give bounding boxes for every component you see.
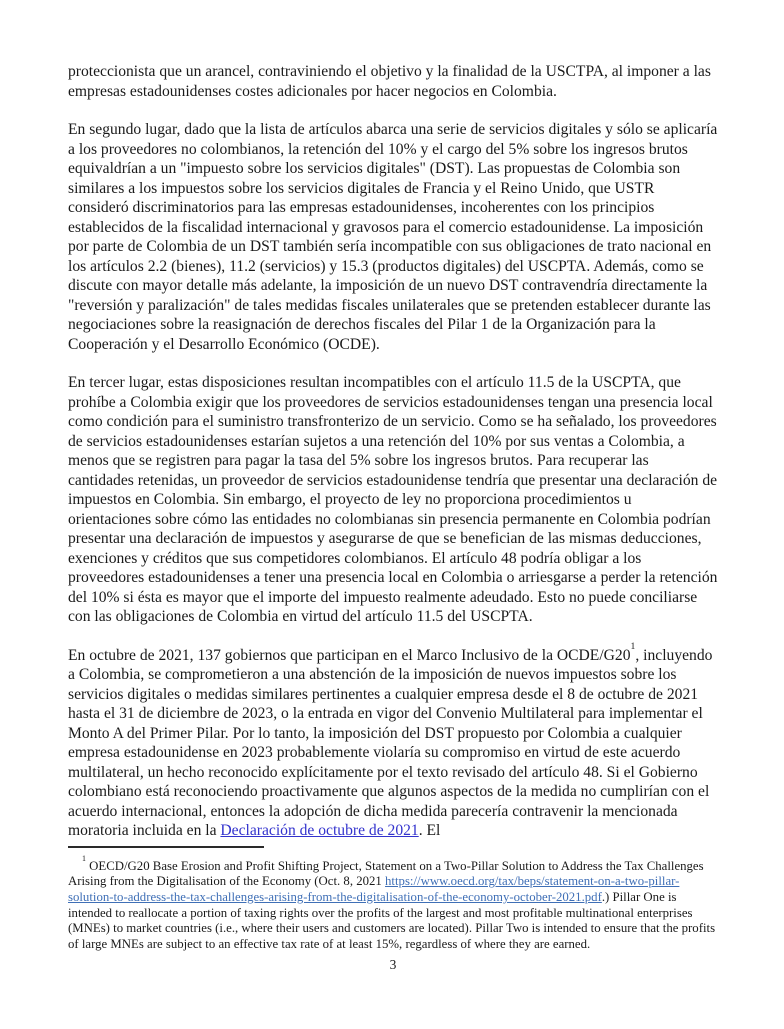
paragraph-4-text-start: En octubre de 2021, 137 gobiernos que participan en el Marco Inclusivo de la OCDE/G20 <box>68 646 631 664</box>
oecd-statement-pdf-link[interactable]: https://www.oecd.org/tax/beps/statement-on-a-two-pillar-solution-to-address-the-tax-challenges-arising-from-the-digitalisation-of-the-economy-october-2021.pdf <box>68 874 680 904</box>
footnote-1 <box>68 853 716 953</box>
paragraph-2: En segundo lugar, dado que la lista de artículos abarca una serie de servicios digitales y sólo se aplicaría a los proveedores no colombianos, la retención del 10% y el cargo del 5% sobre los ingresos brutos equivaldrían a un "impuesto sobre los servicios digitales" (DST). Las propuestas de Colombia son similares a los impuestos sobre los servicios digitales de Francia y el Reino Unido, que USTR consideró discriminatorios para las empresas estadounidenses, incoherentes con los principios establecidos de la fiscalidad internacional y gravosos para el comercio estadounidense. La imposición por parte de Colombia de un DST también sería incompatible con sus obligaciones de trato nacional en los artículos 2.2 (bienes), 11.2 (servicios) y 15.3 (productos digitales) del USCPTA. Además, como se discute con mayor detalle más adelante, la imposición de un nuevo DST contravendría directamente la "reversión y paralización" de tales medidas fiscales unilaterales que se pretenden establecer durante las negociaciones sobre la reasignación de derechos fiscales del Pilar 1 de la Organización para la Cooperación y el Desarrollo Económico (OCDE). <box>68 121 718 353</box>
paragraph-3: En tercer lugar, estas disposiciones resultan incompatibles con el artículo 11.5 de la USCPTA, que prohíbe a Colombia exigir que los proveedores de servicios estadounidenses tengan una presencia local como condición para el suministro transfronterizo de un servicio. Como se ha señalado, los proveedores de servicios estadounidenses estarían sujetos a una retención del 10% por sus ventas a Colombia, a menos que se registren para pagar la tasa del 5% sobre los ingresos brutos. Para recuperar las cantidades retenidas, un proveedor de servicios estadounidense tendría que presentar una declaración de impuestos en Colombia. Sin embargo, el proyecto de ley no proporciona procedimientos u orientaciones sobre cómo las entidades no colombianas sin presencia permanente en Colombia podrían presentar una declaración de impuestos y asegurarse de que se benefician de las mismas deducciones, exenciones y créditos que sus competidores colombianos. El artículo 48 podría obligar a los proveedores estadounidenses a tener una presencia local en Colombia o arriesgarse a perder la retención del 10% si ésta es mayor que el importe del impuesto realmente adeudado. Esto no puede conciliarse con las obligaciones de Colombia en virtud del artículo 11.5 del USCPTA. <box>68 374 718 625</box>
footnote-number: 1 <box>82 853 86 863</box>
paragraph-4-text-middle: , incluyendo a Colombia, se comprometieron a una abstención de la imposición de nuevos impuestos sobre los servicios digitales o medidas similares pertinentes a cualquier empresa desde el 8 de octubre de 2021 hasta el 31 de diciembre de 2023, o la entrada en vigor del Convenio Multilateral para implementar el Monto A del Primer Pilar. Por lo tanto, la imposición del DST propuesto por Colombia a cualquier empresa estadounidense en 2023 probablemente violaría su compromiso en virtud de este acuerdo multilateral, un hecho reconocido explícitamente por el texto revisado del artículo 48. Si el Gobierno colombiano está reconociendo proactivamente que algunos aspectos de la medida no cumplirían con el acuerdo internacional, entonces la adopción de dicha medida parecería contravenir la mencionada moratoria incluida en la <box>68 646 713 839</box>
declaration-october-2021-link[interactable]: Declaración de octubre de 2021 <box>220 822 419 839</box>
paragraph-4 <box>68 640 718 841</box>
footnote-text-end: .) Pillar One is intended to reallocate a portion of taxing rights over the profits of the largest and most profitable multinational enterprises (MNEs) to market countries (i.e., where their users and customers are located). Pillar Two is intended to ensure that the profits of large MNEs are subject to an effective tax rate of at least 15%, regardless of where they are earned. <box>68 889 716 952</box>
paragraph-1: proteccionista que un arancel, contraviniendo el objetivo y la finalidad de la USCTPA, al imponer a las empresas estadounidenses costes adicionales por hacer negocios en Colombia. <box>68 63 711 100</box>
page-number: 3 <box>389 956 397 972</box>
footnote-text-start: OECD/G20 Base Erosion and Profit Shifting Project, Statement on a Two-Pillar Solution to Address the Tax Challenges Arising from the Digitalisation of the Economy (Oct. 8, 2021 <box>68 858 704 889</box>
footnote-reference-marker: 1 <box>630 640 636 652</box>
footnote-separator-line <box>68 846 264 848</box>
document-body <box>68 62 718 841</box>
paragraph-4-text-end: . El <box>418 822 441 839</box>
